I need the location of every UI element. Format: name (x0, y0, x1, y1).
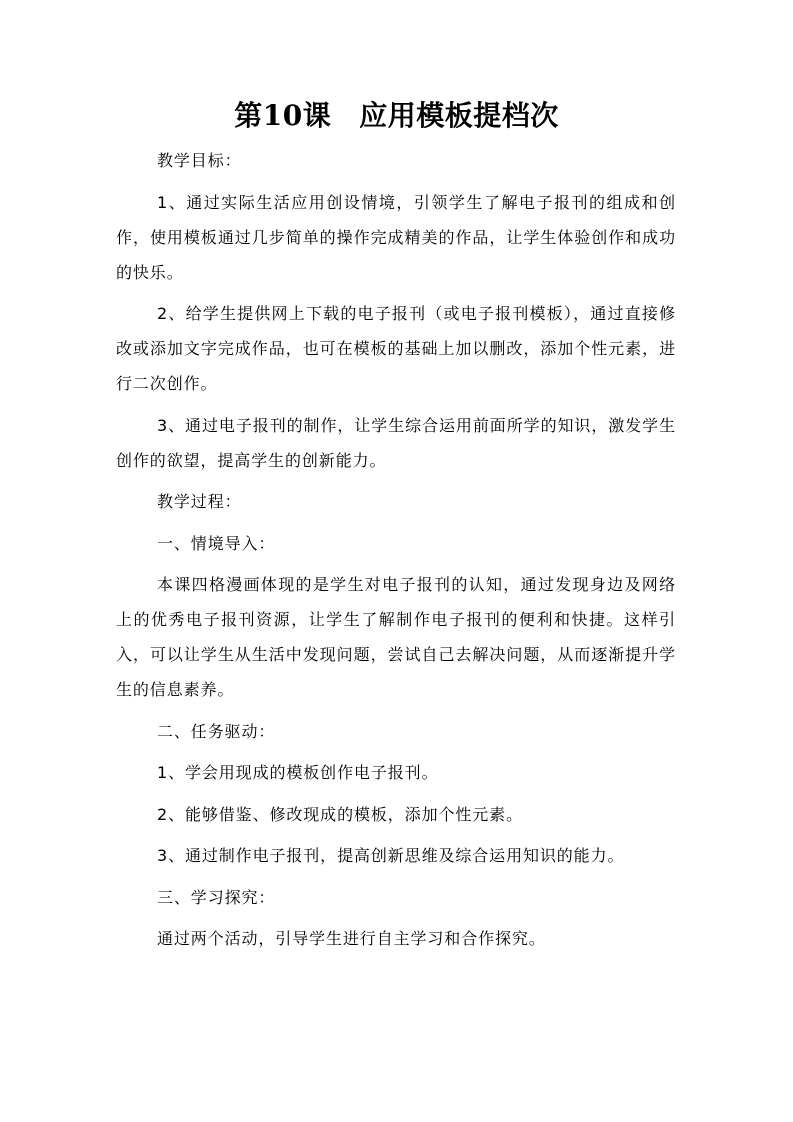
title-topic: 应用模板提档次 (359, 99, 559, 132)
exploration-paragraph: 通过两个活动，引导学生进行自主学习和合作探究。 (157, 929, 546, 948)
section-heading-process: 教学过程： (157, 492, 242, 511)
section-heading-objectives: 教学目标： (157, 151, 242, 170)
objective-item-3: 3、通过电子报刊的制作，让学生综合运用前面所学的知识，激发学生创作的欲望，提高学生的创新能力。 (116, 415, 676, 470)
subheading-task-driven: 二、任务驱动： (157, 721, 276, 741)
task-item-2: 2、能够借鉴、修改现成的模板，添加个性元素。 (157, 804, 523, 824)
title-lesson-number: 第10课 (234, 99, 332, 132)
document-body (116, 143, 676, 956)
task-item-1: 1、学会用现成的模板创作电子报刊。 (157, 763, 439, 782)
subheading-introduction: 一、情境导入： (157, 533, 276, 553)
task-item-3: 3、通过制作电子报刊，提高创新思维及综合运用知识的能力。 (157, 846, 625, 865)
objective-item-2: 2、给学生提供网上下载的电子报刊（或电子报刊模板），通过直接修改或添加文字完成作品，也可在模板的基础上加以删改，添加个性元素，进行二次创作。 (116, 304, 676, 393)
subheading-exploration: 三、学习探究： (157, 887, 276, 907)
objective-item-1: 1、通过实际生活应用创设情境，引领学生了解电子报刊的组成和创作，使用模板通过几步简单的操作完成精美的作品，让学生体验创作和成功的快乐。 (116, 192, 676, 282)
introduction-paragraph: 本课四格漫画体现的是学生对电子报刊的认知，通过发现身边及网络上的优秀电子报刊资源，让学生了解制作电子报刊的便利和快捷。这样引入，可以让学生从生活中发现问题，尝试自己去解决问题，从而逐渐提升学生的信息素养。 (116, 575, 676, 699)
page-title (0, 96, 793, 136)
